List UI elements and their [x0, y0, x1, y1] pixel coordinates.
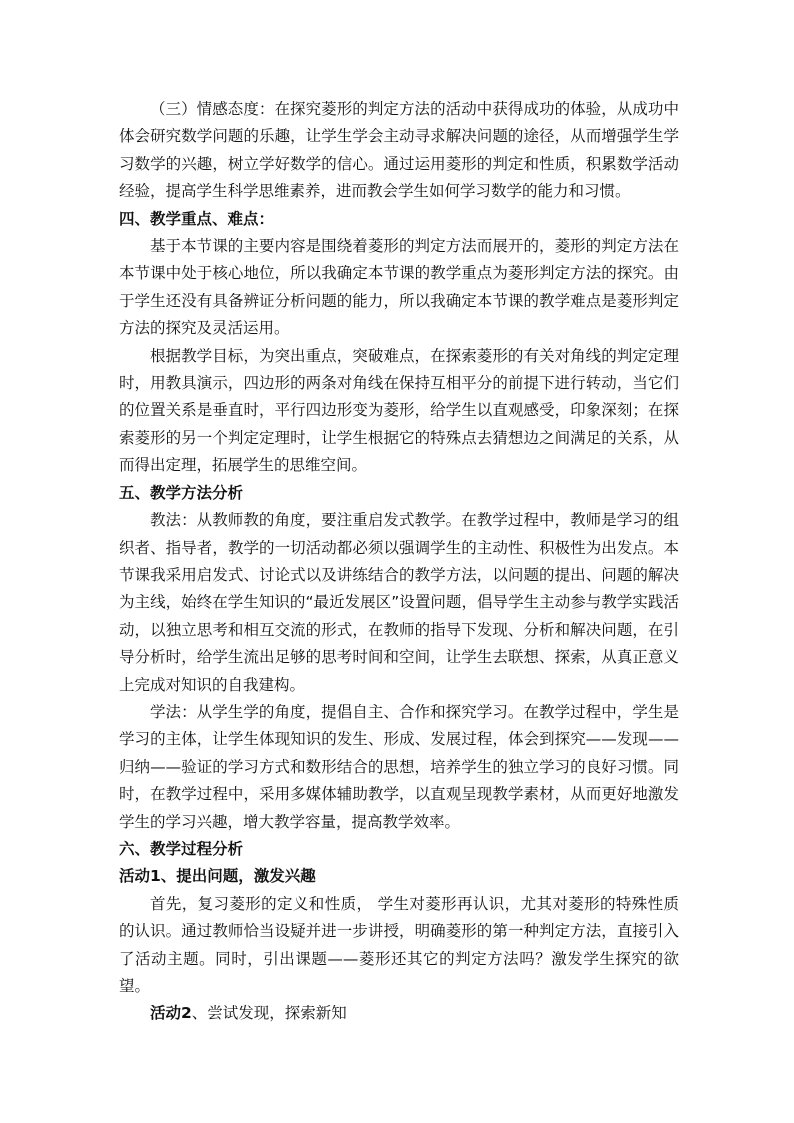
activity-1-heading: 活动1、提出问题，激发兴趣 [119, 867, 316, 886]
section-5-heading: 五、教学方法分析 [119, 483, 244, 502]
section-6-heading: 六、教学过程分析 [119, 839, 244, 858]
activity-2-heading [119, 1000, 679, 1027]
activity-2-label: 活动2 [150, 1004, 192, 1023]
section-4-paragraph-2: 根据教学目标，为突出重点，突破难点，在探索菱形的有关对角线的判定定理时，用教具演示，四边形的两条对角线在保持互相平分的前提下进行转动，当它们的位置关系是垂直时，平行四边形变为菱形，给学生以直观感受，印象深刻；在探索菱形的另一个判定定理时，让学生根据它的特殊点去猜想边之间满足的关系，从而得出定理，拓展学生的思维空间。 [119, 346, 679, 475]
section-4-heading: 四、教学重点、难点： [119, 209, 275, 228]
activity-1-paragraph: 首先，复习菱形的定义和性质， 学生对菱形再认识，尤其对菱形的特殊性质的认识。通过教师恰当设疑并进一步讲授，明确菱形的第一种判定方法，直接引入了活动主题。同时，引出课题——菱形还其它的判定方法吗？激发学生探究的欲望。 [119, 894, 679, 995]
teaching-method-paragraph: 教法：从教师教的角度，要注重启发式教学。在教学过程中，教师是学习的组织者、指导者，教学的一切活动都必须以强调学生的主动性、积极性为出发点。本节课我采用启发式、讨论式以及讲练结合的教学方法，以问题的提出、问题的解决为主线，始终在学生知识的“最近发展区”设置问题，倡导学生主动参与教学实践活动，以独立思考和相互交流的形式，在教师的指导下发现、分析和解决问题，在引导分析时，给学生流出足够的思考时间和空间，让学生去联想、探索，从真正意义上完成对知识的自我建构。 [119, 511, 679, 694]
activity-2-title: 、尝试发现，探索新知 [191, 1004, 347, 1023]
document-body [119, 96, 679, 1028]
section-4-paragraph-1: 基于本节课的主要内容是围绕着菱形的判定方法而展开的，菱形的判定方法在本节课中处于核心地位，所以我确定本节课的教学重点为菱形判定方法的探究。由于学生还没有具备辨证分析问题的能力，所以我确定本节课的教学难点是菱形判定方法的探究及灵活运用。 [119, 237, 679, 338]
emotion-attitude-paragraph: （三）情感态度：在探究菱形的判定方法的活动中获得成功的体验，从成功中体会研究数学问题的乐趣，让学生学会主动寻求解决问题的途径，从而增强学生学习数学的兴趣，树立学好数学的信心。通过运用菱形的判定和性质，积累数学活动经验，提高学生科学思维素养，进而教会学生如何学习数学的能力和习惯。 [119, 100, 679, 201]
learning-method-paragraph: 学法：从学生学的角度，提倡自主、合作和探究学习。在教学过程中，学生是学习的主体，让学生体现知识的发生、形成、发展过程，体会到探究——发现——归纳——验证的学习方式和数形结合的思想，培养学生的独立学习的良好习惯。同时，在教学过程中，采用多媒体辅助教学，以直观呈现教学素材，从而更好地激发学生的学习兴趣，增大教学容量，提高教学效率。 [119, 702, 679, 831]
